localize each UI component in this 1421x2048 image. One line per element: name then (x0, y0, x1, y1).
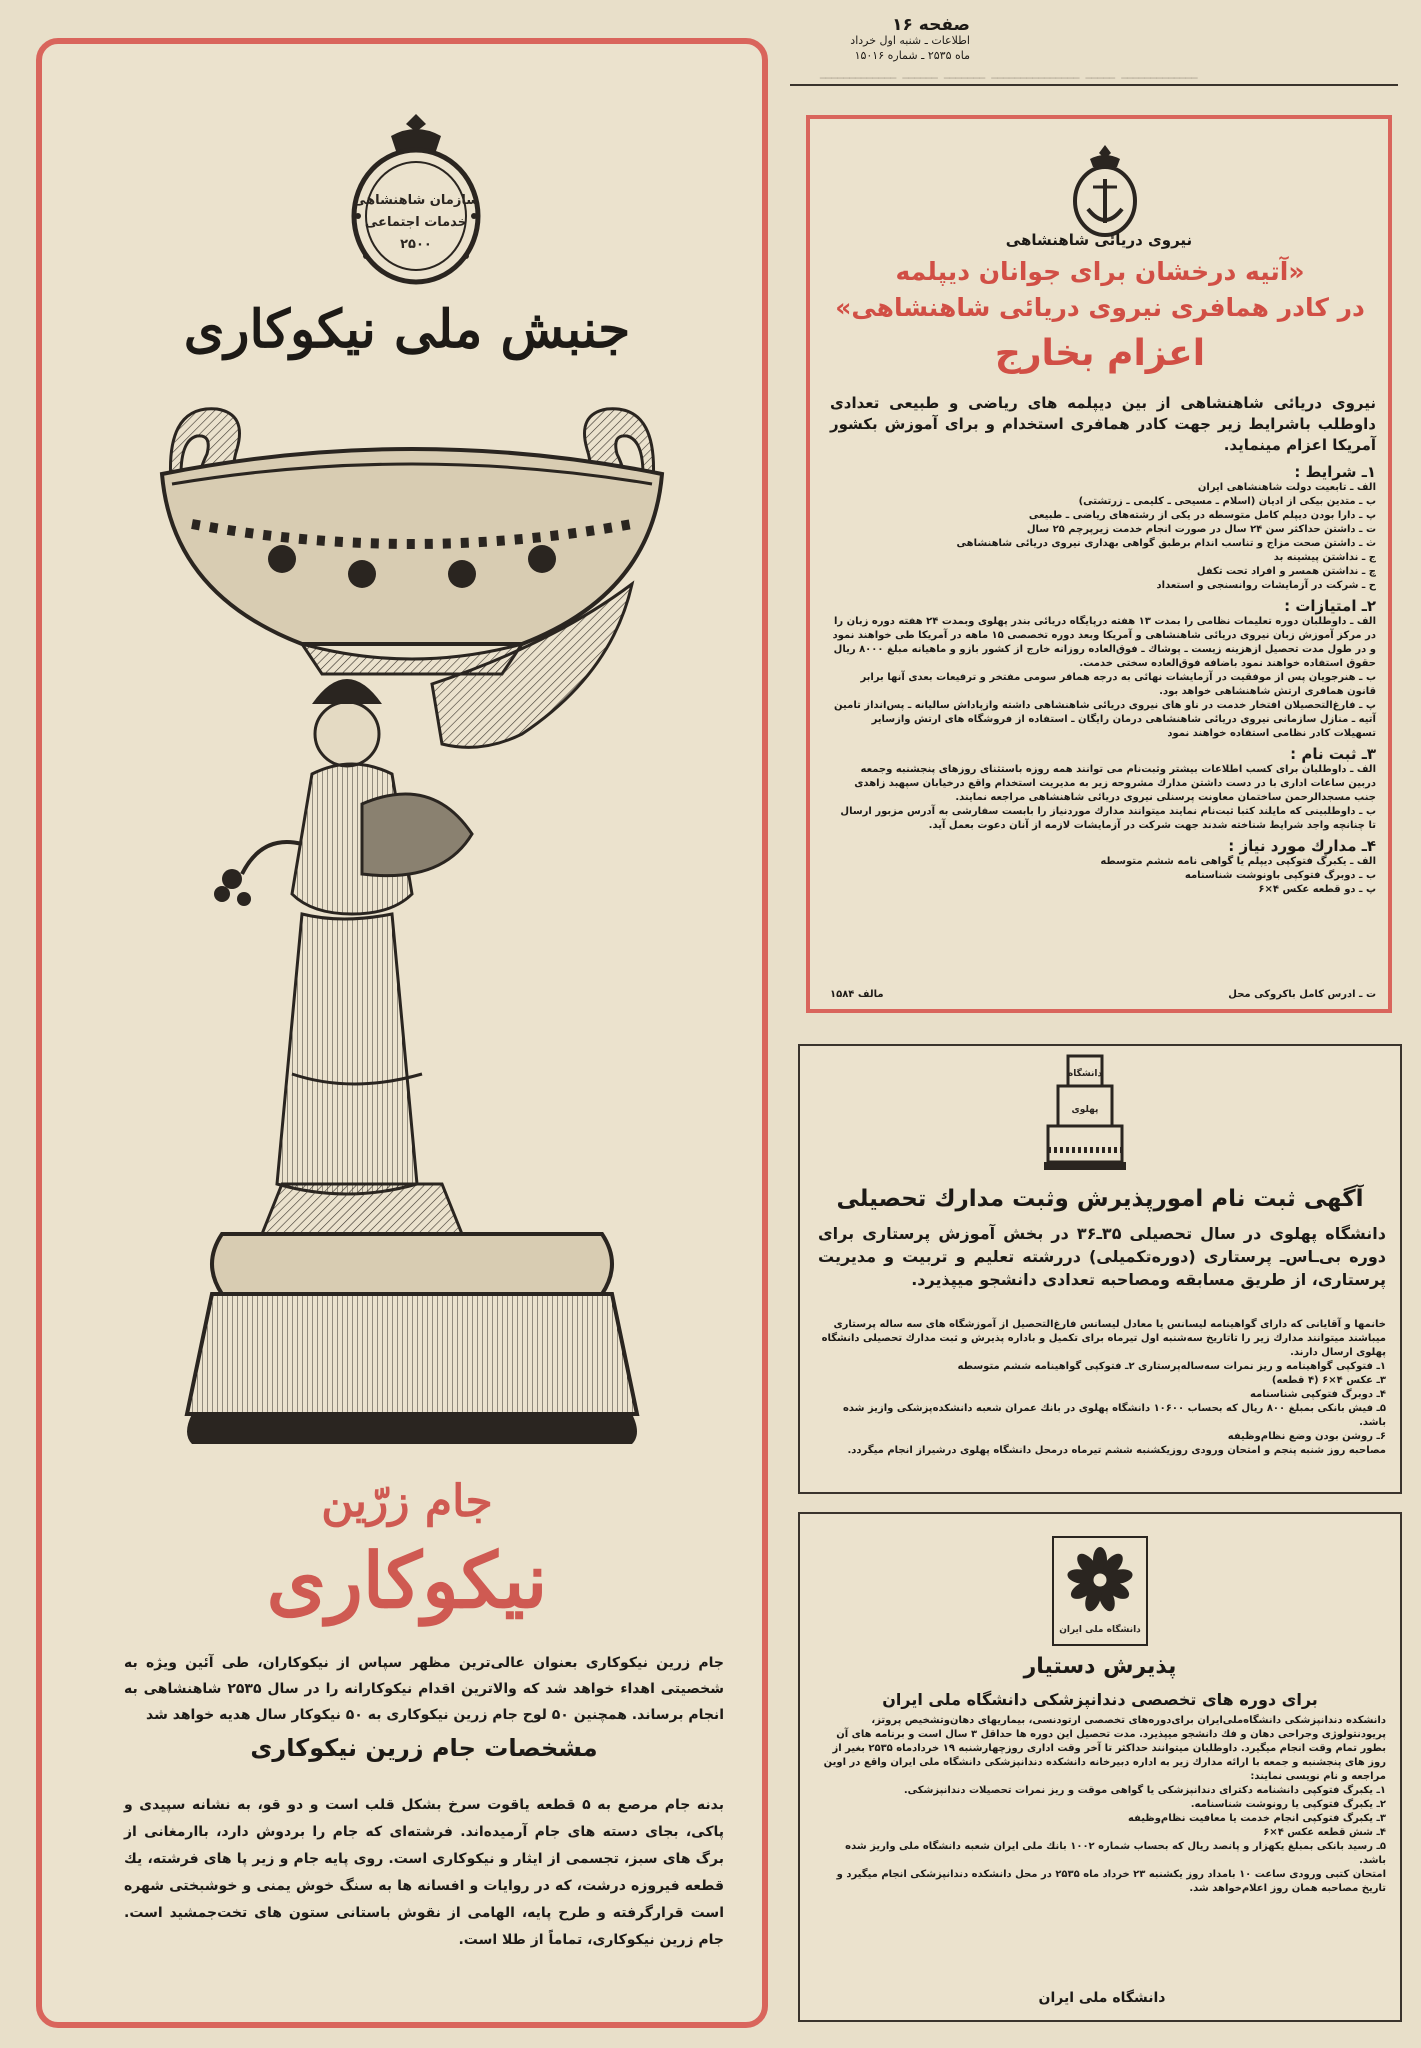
pahlavi-university-advertisement (798, 1044, 1402, 1494)
list-item: مصاحبه روز شنبه پنجم و امتحان ورودی روزیکشنبه ششم تیرماه درمحل دانشگاه پهلوی درشیراز انجام میگردد. (847, 1445, 1386, 1456)
navy-section-registration (830, 745, 1376, 833)
list-item: الف ـ داوطلبان برای کسب اطلاعات بیشتر وثبت‌نام می توانند همه روزه باستثنای روزهای پنجشنبه وجمعه دربین ساعات اداری با در دست داشتن مدارك مشروحه زیر به مدیریت استخدام واقع درخیابان سپهبد زاهدی جنب مسجدالرحمن ساختمان معاونت پرسنلی نیروی دریائی شاهنشاهی مراجعه نمایند. (854, 764, 1376, 803)
flower-emblem-icon (1054, 1538, 1146, 1644)
national-subtitle: برای دوره های تخصصی دندانپزشکی دانشگاه ملی ایران (882, 1690, 1318, 1709)
charity-advertisement (36, 38, 768, 2028)
list-item: پ ـ دارا بودن دیپلم کامل متوسطه در یکی از رشته‌های ریاضی ـ طبیعی (1028, 510, 1376, 521)
svg-text:سازمان شاهنشاهی: سازمان شاهنشاهی (353, 193, 479, 208)
svg-text:پهلوی: پهلوی (1071, 1105, 1099, 1115)
navy-headline-3: اعزام بخارج (994, 333, 1206, 374)
list-item: پ ـ فارغ‌التحصیلان افتخار خدمت در ناو های نیروی دریائی شاهنشاهی داشته وازپاداش سالیانه ـ پس‌انداز تامین آتیه ـ منازل سازمانی نیروی دریائی شاهنشاهی درمان رایگان ـ استفاده از فروشگاه های ارتش وازسایر تسهیلات کادر نظامی استفاده خواهند نمود (834, 700, 1376, 739)
navy-intro: نیروی دریائی شاهنشاهی از بین دیپلمه های ریاضی و طبیعی تعدادی داوطلب باشرایط زیر جهت کادر همافری استخدام و برای آموزش بکشور آمریکا اعزام مینماید. (830, 394, 1376, 454)
header-issue: ماه ۲۵۳۵ ـ شماره ۱۵۰۱۶ (854, 49, 970, 62)
pahlavi-body (818, 1318, 1386, 1458)
list-item: ۳ـ یکبرگ فتوکپی انجام خدمت یا معافیت نظام‌وظیفه (1127, 1813, 1386, 1824)
list-item: ۶ـ روشن بودن وضع نظام‌وظیفه (1227, 1431, 1386, 1442)
section-title: ۲ـ امتیازات : (1284, 597, 1376, 615)
svg-text:دانشگاه ملی ایران: دانشگاه ملی ایران (1059, 1625, 1141, 1635)
list-item: امتحان کتبی ورودی ساعت ۱۰ بامداد روز یکشنبه ۲۳ خرداد ماه ۲۵۳۵ در محل دانشکده دندانپزشکی انجام میگیرد و تاریخ مصاحبه همان روز اعلام‌خواهد شد. (836, 1869, 1386, 1894)
page-number: صفحه ۱۶ (892, 15, 970, 35)
list-item: ح ـ شرکت در آزمایشات روانسنجی و استعداد (1156, 580, 1376, 591)
list-item: پ ـ دو قطعه عکس ۴×۶ (1258, 884, 1376, 895)
navy-advertisement (806, 115, 1392, 1013)
list-item: ۱ـ فتوکپی گواهینامه و ریز نمرات سه‌ساله‌پرستاری ۲ـ فتوکپی گواهینامه ششم متوسطه (957, 1361, 1386, 1372)
golden-cup-illustration (132, 374, 692, 1449)
list-item: ت ـ ادرس کامل باکروکی محل (1228, 989, 1376, 1000)
section-title: ۳ـ ثبت نام : (1290, 745, 1376, 763)
navy-footer (830, 989, 1376, 1000)
list-item: ۱ـ یکبرگ فتوکپی دانشنامه دکترای دندانپزشکی یا گواهی موقت و ریز نمرات تحصیلات دندانپزشکی. (903, 1785, 1386, 1796)
cup-specs-title: مشخصات جام زرین نیکوکاری (250, 1734, 598, 1762)
header-divider (790, 84, 1398, 86)
page-header (790, 15, 970, 78)
anchor-emblem-icon (1060, 141, 1150, 241)
list-item: ت ـ داشتن حداکثر سن ۲۴ سال در صورت انجام خدمت زیرپرچم ۲۵ سال (1026, 524, 1376, 535)
national-signature: دانشگاه ملی ایران (1038, 1990, 1166, 2006)
list-item: ث ـ داشتن صحت مزاج و تناسب اندام برطبق گواهی بهداری نیروی دریائی شاهنشاهی (956, 538, 1376, 549)
cup-title-main: نیکوکاری (266, 1536, 548, 1625)
pahlavi-intro: دانشگاه پهلوی در سال تحصیلی ۳۵ـ۳۶ در بخش آموزش پرستاری برای دوره بی‌ـاس‌ـ پرستاری (دوره‌تکمیلی) دررشته تعلیم و تربیت و مدیریت پرستاری، از طریق مسابقه ومصاحبه تعدادی دانشجو میپذیرد. (818, 1224, 1386, 1289)
ad-code: مالف ۱۵۸۴ (830, 989, 884, 1000)
list-item: ب ـ هنرجویان پس از موفقیت در آزمایشات نهائی به درجه همافر سومی مفتخر و ترفیعات بعدی آنها برابر قانون همافری ارتش شاهنشاهی خواهد بود. (860, 672, 1376, 697)
list-item: ب ـ داوطلبینی که مایلند کتبا ثبت‌نام نمایند میتوانند مدارك موردنیاز را بابست سفارشی به آدرس مزبور ارسال تا چنانچه واجد شرایط شناخته شدند جهت شرکت در آزمایشات لازمه از آنان دعوت بعمل آید. (840, 806, 1376, 831)
navy-section-benefits (830, 597, 1376, 741)
list-item: ۴ـ شش قطعه عکس ۴×۶ (1263, 1827, 1386, 1838)
list-item: ب ـ دوبرگ فتوکپی باونوشت شناسنامه (1184, 870, 1376, 881)
national-university-logo (1052, 1536, 1148, 1646)
social-services-emblem (336, 106, 496, 296)
navy-section-documents (830, 837, 1376, 897)
bleed-through-text: ـــــــــــــ ـــــ ـــــــــــــــ ـــــــ ــــــ ـــــــــــــ (820, 60, 1198, 84)
navy-headline-2: در کادر همافری نیروی دریائی شاهنشاهی» (835, 293, 1365, 322)
national-title: پذیرش دستیار (1023, 1654, 1177, 1679)
navy-section-conditions (830, 463, 1376, 593)
national-body (818, 1714, 1386, 1896)
cup-intro-text: جام زرین نیکوکاری بعنوان عالی‌ترین مظهر سپاس از نیکوکاران، طی آئین ویژه به شخصیتی اهداء خواهد شد که والاترین اقدام نیکوکارانه را در سال ۲۵۳۵ شاهنشاهی به انجام برساند. همچنین ۵۰ لوح جام زرین نیکوکاری به ۵۰ نیکوکار سال هدیه خواهد شد (124, 1655, 724, 1723)
list-item: ب ـ متدین بیکی از ادیان (اسلام ـ مسیحی ـ کلیمی ـ زرتشتی) (1078, 496, 1376, 507)
section-title: ۴ـ مدارك مورد نیاز : (1228, 837, 1376, 855)
navy-headline-1: «آتیه درخشان برای جوانان دیپلمه (895, 257, 1305, 286)
list-item: الف ـ داوطلبان دوره تعلیمات نظامی را بمدت ۱۳ هفته درپایگاه دریائی بندر پهلوی وبمدت ۲۴ هفته دوره زبان را در مرکز آموزش زبان نیروی دریائی شاهنشاهی و آمریکا وبعد دوره تخصصی ۱۵ ماهه در آمریکا طی خواهند نمود و در طول مدت تحصیل ازهزینه زیست ـ پوشاك ـ فوق‌العاده روزانه خارج از کشور بازو و ماهیانه مبلغ ۸۰۰۰ ریال حقوق استفاده خواهند نمود باضافه فوق‌العاده سختی خدمت. (832, 616, 1376, 669)
navy-sections (830, 459, 1376, 897)
national-body-intro: دانشکده دندانپزشکی دانشگاه‌ملی‌ایران برای‌دوره‌های تخصصی ارتودنسی، بیماریهای دهان‌وتشخیص پروتز، پریودنتولوژی وجراحی دهان و فك دانشجو میپذیرد. مدت تحصیل این دوره ها حداقل ۳ سال است و برنامه های آن بطور تمام وقت انجام میگیرد. داوطلبان میتوانند حداکثر تا آخر وقت اداری روزچهارشنبه ۱۹ خردادماه ۲۵۳۵ بغیر از روز های پنجشنبه و جمعه با ارائه مدارك زیر به اداره دبیرخانه دانشکده دندانپزشکی دانشگاه ملی ایران واقع در اوین مراجعه و نام نویسی نمایند: (823, 1715, 1386, 1782)
cup-title: جام زرّین (321, 1476, 493, 1527)
movement-title: جنبش ملی نیکوکاری (183, 299, 631, 360)
list-item: چ ـ نداشتن همسر و افراد تحت تکفل (1196, 566, 1376, 577)
pahlavi-body-intro: خانمها و آقایانی که دارای گواهینامه لیسانس یا معادل لیسانس فارغ‌التحصیل از آموزشگاه های سه ساله پرستاری میباشند میتوانند مدارك زیر را تاتاریخ سه‌شنبه اول تیرماه برای تکمیل و باداره پذیرش و ثبت مدارك تحصیلی دانشگاه پهلوی ارسال دارند. (821, 1319, 1386, 1358)
header-date: اطلاعات ـ شنبه اول خرداد (850, 34, 970, 47)
list-item: ۴ـ دوبرگ فتوکپی شناسنامه (1249, 1389, 1386, 1400)
svg-text:۲۵۰۰: ۲۵۰۰ (400, 237, 432, 252)
svg-text:خدمات اجتماعی: خدمات اجتماعی (364, 215, 468, 230)
section-title: ۱ـ شرایط : (1294, 463, 1376, 481)
cup-specs-text: بدنه جام مرصع به ۵ قطعه یاقوت سرخ بشکل قلب است و دو قو، به نشانه سپیدی و پاکی، بجای دسته های جام آرمیده‌اند. فرشته‌ای که جام را بردوش دارد، باارمغانی از برگ های سبز، تجسمی از ایثار و نیکوکاری است. روی پایه جام و زیر پا های فرشته، یك قطعه فیروزه درشت، که در روایات و افسانه ها به سنگ خوش یمنی و خوشبختی شهره است قرارگرفته و طرح پایه، الهامی از نقوش باستانی ستون های تخت‌جمشید است. جام زرین نیکوکاری، تماماً از طلا است. (124, 1797, 724, 1948)
national-university-advertisement (798, 1512, 1402, 2022)
pahlavi-university-logo (1040, 1050, 1130, 1180)
list-item: الف ـ تابعیت دولت شاهنشاهی ایران (1197, 482, 1376, 493)
list-item: ۳ـ عکس ۴×۶ (۴ قطعه) (1271, 1375, 1386, 1386)
list-item: ۵ـ رسید بانکی بمبلغ یکهزار و پانصد ریال که بحساب شماره ۱۰۰۲ بانك ملی ایران شعبه دانشگاه ملی واریز شده باشد. (845, 1841, 1386, 1866)
list-item: ۵ـ فیش بانکی بمبلغ ۸۰۰ ریال که بحساب ۱۰۶۰۰ دانشگاه پهلوی در بانك عمران شعبه دانشکده‌پزشکی وازیز شده باشد. (842, 1403, 1386, 1428)
list-item: ۲ـ یکبرگ فتوکپی یا رونوشت شناسنامه. (1190, 1799, 1386, 1810)
list-item: ج ـ نداشتن پیشینه بد (1273, 552, 1376, 563)
navy-name: نیروی دریائی شاهنشاهی (1005, 231, 1193, 249)
list-item: الف ـ یکبرگ فتوکپی دیپلم یا گواهی نامه ششم متوسطه (1100, 856, 1376, 867)
pahlavi-title: آگهی ثبت نام امورپذیرش وثبت مدارك تحصیلی (836, 1186, 1364, 1212)
svg-text:دانشگاه: دانشگاه (1067, 1069, 1103, 1079)
